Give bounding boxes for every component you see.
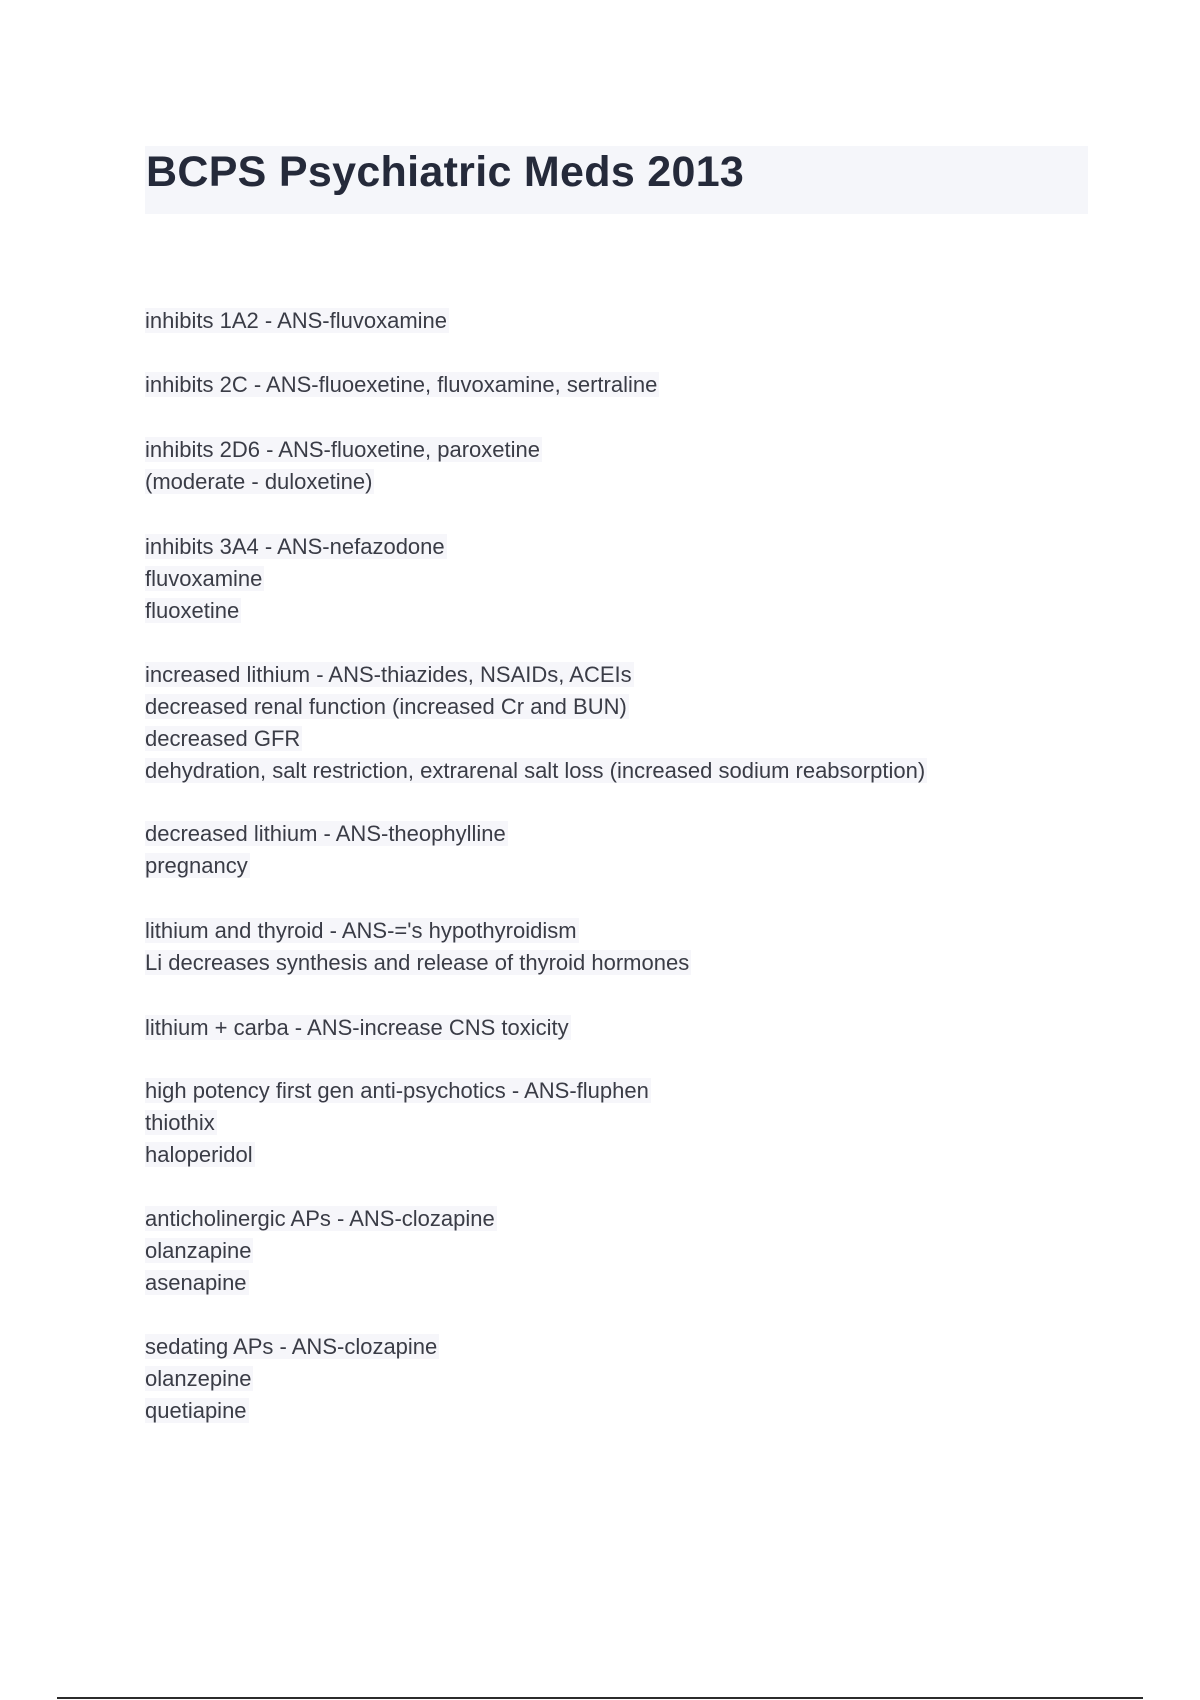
card-line: thiothix [145,1110,215,1135]
card-line: inhibits 2D6 - ANS-fluoxetine, paroxetine [145,437,540,462]
flashcard [145,531,447,627]
card-line: decreased lithium - ANS-theophylline [145,821,506,846]
flashcard [145,1203,497,1299]
card-line: inhibits 1A2 - ANS-fluvoxamine [145,308,448,333]
flashcard [145,1012,571,1044]
flashcard [145,818,508,882]
card-line: lithium + carba - ANS-increase CNS toxicity [145,1015,569,1040]
flashcard [145,1331,439,1427]
card-line: inhibits 2C - ANS-fluoexetine, fluvoxamine, sertraline [145,372,658,397]
card-line: lithium and thyroid - ANS-='s hypothyroidism [145,918,577,943]
flashcard [145,659,927,787]
card-line: quetiapine [145,1398,247,1423]
card-line: olanzepine [145,1366,252,1391]
card-line: Li decreases synthesis and release of thyroid hormones [145,950,690,975]
card-line: inhibits 3A4 - ANS-nefazodone [145,534,445,559]
card-line: anticholinergic APs - ANS-clozapine [145,1206,495,1231]
card-line: high potency first gen anti-psychotics - ANS-fluphen [145,1078,649,1103]
card-line: fluoxetine [145,598,240,623]
flashcard [145,1075,651,1171]
card-line: pregnancy [145,853,248,878]
card-line: increased lithium - ANS-thiazides, NSAIDs, ACEIs [145,662,632,687]
card-line: haloperidol [145,1142,253,1167]
card-line: decreased renal function (increased Cr and BUN) [145,694,627,719]
card-line: decreased GFR [145,726,301,751]
flashcard [145,915,691,979]
flashcard [145,434,542,498]
card-line: dehydration, salt restriction, extrarenal salt loss (increased sodium reabsorption) [145,758,926,783]
document-title: BCPS Psychiatric Meds 2013 [146,148,745,196]
card-line: (moderate - duloxetine) [145,469,373,494]
card-line: olanzapine [145,1238,252,1263]
card-line: sedating APs - ANS-clozapine [145,1334,438,1359]
flashcard [145,369,659,401]
card-line: asenapine [145,1270,247,1295]
footer-rule [57,1697,1143,1699]
flashcard [145,305,449,337]
card-line: fluvoxamine [145,566,263,591]
